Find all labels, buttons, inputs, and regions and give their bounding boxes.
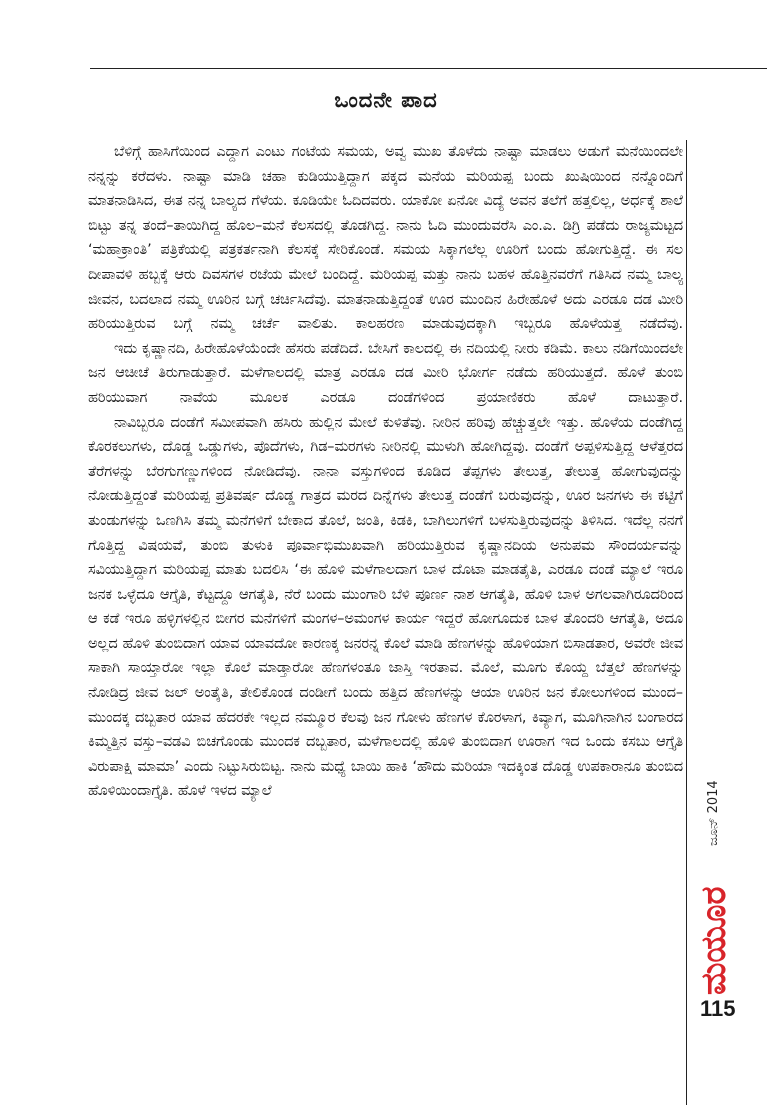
magazine-logo-text: ಮಯೂರ [694, 886, 734, 995]
chapter-title: ಒಂದನೇ ಪಾದ [334, 88, 438, 112]
issue-date [706, 780, 721, 847]
issue-date-text: ಜೂನ್ 2014 [706, 780, 721, 846]
page-number: 115 [700, 996, 736, 1021]
magazine-logo [694, 886, 734, 996]
paragraph-2: ಇದು ಕೃಷ್ಣಾನದಿ, ಹಿರೇಹೊಳೆಯೆಂದೇ ಹೆಸರು ಪಡೆದಿದೆ. ಬೇಸಿಗೆ ಕಾಲದಲ್ಲಿ ಈ ನದಿಯಲ್ಲಿ ನೀರು ಕಡಿಮೆ. ಕಾಲು ನಡಿಗೆಯಿಂದಲೇ ಜನ ಆಚೀಚೆ ತಿರುಗಾಡುತ್ತಾರೆ. ಮಳೆಗಾಲದಲ್ಲಿ ಮಾತ್ರ ಎರಡೂ ದಡ ಮೀರಿ ಭೋರ್ಗ ನಡೆದು ಹರಿಯುತ್ತದೆ. ಹೊಳೆ ತುಂಬಿ ಹರಿಯುವಾಗ ನಾವೆಯ ಮೂಲಕ ಎರಡೂ ದಂಡೆಗಳಿಂದ ಪ್ರಯಾಣಿಕರು ಹೊಳೆ ದಾಟುತ್ತಾರೆ. [88, 340, 683, 406]
article-body [88, 140, 683, 804]
side-rule [686, 140, 687, 1105]
paragraph-3: ನಾವಿಬ್ಬರೂ ದಂಡೆಗೆ ಸಮೀಪವಾಗಿ ಹಸಿರು ಹುಲ್ಲಿನ ಮೇಲೆ ಕುಳಿತೆವು. ನೀರಿನ ಹರಿವು ಹೆಚ್ಚುತ್ತಲೇ ಇತ್ತು. ಹೊಳೆಯ ದಂಡೆಗಿದ್ದ ಕೊರಕಲುಗಳು, ದೊಡ್ಡ ಒಡ್ಡುಗಳು, ಪೊದೆಗಳು, ಗಿಡ–ಮರಗಳು ನೀರಿನಲ್ಲಿ ಮುಳುಗಿ ಹೋಗಿದ್ದವು. ದಂಡೆಗೆ ಅಪ್ಪಳಿಸುತ್ತಿದ್ದ ಆಳೆತ್ತರದ ತೆರೆಗಳನ್ನು ಬೆರಗುಗಣ್ಣುಗಳಿಂದ ನೋಡಿದೆವು. ನಾನಾ ವಸ್ತುಗಳಿಂದ ಕೂಡಿದ ತೆಪ್ಪಗಳು ತೇಲುತ್ತ, ತೇಲುತ್ತ ಹೋಗುವುದನ್ನು ನೋಡುತ್ತಿದ್ದಂತೆ ಮರಿಯಪ್ಪ ಪ್ರತಿವರ್ಷ ದೊಡ್ಡ ಗಾತ್ರದ ಮರದ ದಿನ್ನೆಗಳು ತೇಲುತ್ತ ದಂಡೆಗೆ ಬರುವುದನ್ನು, ಊರ ಜನಗಳು ಈ ಕಟ್ಟಿಗೆ ತುಂಡುಗಳನ್ನು ಒಣಗಿಸಿ ತಮ್ಮ ಮನೆಗಳಿಗೆ ಬೇಕಾದ ತೊಲೆ, ಜಂತಿ, ಕಿಡಕಿ, ಬಾಗಿಲುಗಳಿಗೆ ಬಳಸುತ್ತಿರುವುದನ್ನು ತಿಳಿಸಿದ. ಇದೆಲ್ಲ ನನಗೆ ಗೊತ್ತಿದ್ದ ವಿಷಯವೆ, ತುಂಬಿ ತುಳುಕಿ ಪೂರ್ವಾಭಿಮುಖವಾಗಿ ಹರಿಯುತ್ತಿರುವ ಕೃಷ್ಣಾನದಿಯ ಅನುಪಮ ಸೌಂದರ್ಯವನ್ನು ಸವಿಯುತ್ತಿದ್ದಾಗ ಮರಿಯಪ್ಪ ಮಾತು ಬದಲಿಸಿ ‘ಈ ಹೊಳಿ ಮಳೆಗಾಲದಾಗ ಬಾಳ ದೊಟಾ ಮಾಡತೈತಿ, ಎರಡೂ ದಂಡೆ ಮ್ಯಾಲೆ ಇರೂ ಜನಕ ಒಳ್ಳೆದೂ ಆಗ್ತೈತಿ, ಕೆಟ್ಟದ್ದೂ ಆಗತೈತಿ, ನೆರೆ ಬಂದು ಮುಂಗಾರಿ ಬೆಳಿ ಪೂರ್ಣ ನಾಶ ಆಗತೈತಿ, ಹೊಳಿ ಬಾಳ ಅಗಲವಾಗಿರೂದರಿಂದ ಆ ಕಡೆ ಇರೂ ಹಳ್ಳಿಗಳಲ್ಲಿನ ಬೀಗರ ಮನೆಗಳಿಗೆ ಮಂಗಳ–ಅಮಂಗಳ ಕಾರ್ಯ ಇದ್ದರೆ ಹೋಗೂದುಕ ಬಾಳ ತೊಂದರಿ ಆಗತೈತಿ, ಅದೂ ಅಲ್ಲದ ಹೊಳಿ ತುಂಬಿದಾಗ ಯಾವ ಯಾವದೋ ಕಾರಣಕ್ಕ ಜನರನ್ನ ಕೊಲೆ ಮಾಡಿ ಹೆಣಗಳನ್ನು ಹೊಳಿಯಾಗ ಬಿಸಾಡತಾರ, ಅವರೇ ಜೀವ ಸಾಕಾಗಿ ಸಾಯ್ತಾರೋ ಇಲ್ಲಾ ಕೊಲೆ ಮಾಡ್ತಾರೋ ಹೆಣಗಳಂತೂ ಜಾಸ್ತಿ ಇರತಾವ. ಮೊಲೆ, ಮೂಗು ಕೊಯ್ದ ಬೆತ್ತಲೆ ಹೆಣಗಳನ್ನು ನೋಡಿದ್ರ ಜೀವ ಜಲ್ ಅಂತೈತಿ, ತೇಲಿಕೊಂಡ ದಂಡೀಗೆ ಬಂದು ಹತ್ತಿದ ಹೆಣಗಳನ್ನು ಆಯಾ ಊರಿನ ಜನ ಕೋಲುಗಳಿಂದ ಮುಂದ–ಮುಂದಕ್ಕ ದಬ್ಬತಾರ ಯಾವ ಹೆದರಕೇ ಇಲ್ಲದ ನಮ್ಮೂರ ಕೆಲವು ಜನ ಗೋಳು ಹೆಣಗಳ ಕೊರಳಾಗ, ಕಿವ್ಯಾಗ, ಮೂಗಿನಾಗಿನ ಬಂಗಾರದ ಕಿಮ್ಮತ್ತಿನ ವಸ್ತು–ವಡವಿ ಬಿಚಗೊಂಡು ಮುಂದಕ ದಬ್ಬತಾರ, ಮಳೆಗಾಲದಲ್ಲಿ ಹೊಳಿ ತುಂಬಿದಾಗ ಊರಾಗ ಇದ ಒಂದು ಕಸಬು ಆಗ್ತೈತಿ ವಿರುಪಾಕ್ಷಿ ಮಾಮಾ’ ಎಂದು ನಿಟ್ಟುಸಿರುಬಿಟ್ಟ. ನಾನು ಮಧ್ಯೆ ಬಾಯಿ ಹಾಕಿ ‘ಹೌದು ಮರಿಯಾ ಇದಕ್ಕಿಂತ ದೊಡ್ಡ ಉಪಕಾರಾನೂ ತುಂಬಿದ ಹೊಳಿಯಿಂದಾಗ್ತೈತಿ. ಹೊಳೆ ಇಳದ ಮ್ಯಾಲೆ [88, 414, 683, 800]
paragraph-1: ಬೆಳಿಗ್ಗೆ ಹಾಸಿಗೆಯಿಂದ ಎದ್ದಾಗ ಎಂಟು ಗಂಟೆಯ ಸಮಯ, ಅವ್ವ ಮುಖ ತೊಳೆದು ನಾಷ್ಟಾ ಮಾಡಲು ಅಡುಗೆ ಮನೆಯಿಂದಲೇ ನನ್ನನ್ನು ಕರೆದಳು. ನಾಷ್ಟಾ ಮಾಡಿ ಚಹಾ ಕುಡಿಯುತ್ತಿದ್ದಾಗ ಪಕ್ಕದ ಮನೆಯ ಮರಿಯಪ್ಪ ಬಂದು ಖುಷಿಯಿಂದ ನನ್ನೊಂದಿಗೆ ಮಾತನಾಡಿಸಿದ, ಈತ ನನ್ನ ಬಾಲ್ಯದ ಗೆಳೆಯ. ಕೂಡಿಯೇ ಓದಿದವರು. ಯಾಕೋ ಏನೋ ವಿದ್ಯೆ ಅವನ ತಲೆಗೆ ಹತ್ತಲಿಲ್ಲ, ಅರ್ಧಕ್ಕೆ ಶಾಲೆ ಬಿಟ್ಟು ತನ್ನ ತಂದೆ–ತಾಯಿಗಿದ್ದ ಹೊಲ–ಮನೆ ಕೆಲಸದಲ್ಲಿ ತೊಡಗಿದ್ದ. ನಾನು ಓದಿ ಮುಂದುವರೆಸಿ ಎಂ.ಎ. ಡಿಗ್ರಿ ಪಡೆದು ರಾಜ್ಯಮಟ್ಟದ ‘ಮಹಾಕ್ರಾಂತಿ’ ಪತ್ರಿಕೆಯಲ್ಲಿ ಪತ್ರಕರ್ತನಾಗಿ ಕೆಲಸಕ್ಕೆ ಸೇರಿಕೊಂಡೆ. ಸಮಯ ಸಿಕ್ಕಾಗಲೆಲ್ಲ ಊರಿಗೆ ಬಂದು ಹೋಗುತ್ತಿದ್ದೆ. ಈ ಸಲ ದೀಪಾವಳಿ ಹಬ್ಬಕ್ಕೆ ಆರು ದಿವಸಗಳ ರಜೆಯ ಮೇಲೆ ಬಂದಿದ್ದೆ. ಮರಿಯಪ್ಪ ಮತ್ತು ನಾನು ಬಹಳ ಹೊತ್ತಿನವರೆಗೆ ಗತಿಸಿದ ನಮ್ಮ ಬಾಲ್ಯ ಜೀವನ, ಬದಲಾದ ನಮ್ಮ ಊರಿನ ಬಗ್ಗೆ ಚರ್ಚಿಸಿದೆವು. ಮಾತನಾಡುತ್ತಿದ್ದಂತೆ ಊರ ಮುಂದಿನ ಹಿರೇಹೊಳೆ ಅದು ಎರಡೂ ದಡ ಮೀರಿ ಹರಿಯುತ್ತಿರುವ ಬಗ್ಗೆ ನಮ್ಮ ಚರ್ಚೆ ವಾಲಿತು. ಕಾಲಹರಣ ಮಾಡುವುದಕ್ಕಾಗಿ ಇಬ್ಬರೂ ಹೊಳೆಯತ್ತ ನಡೆದೆವು. [88, 144, 683, 333]
top-rule [90, 68, 767, 69]
